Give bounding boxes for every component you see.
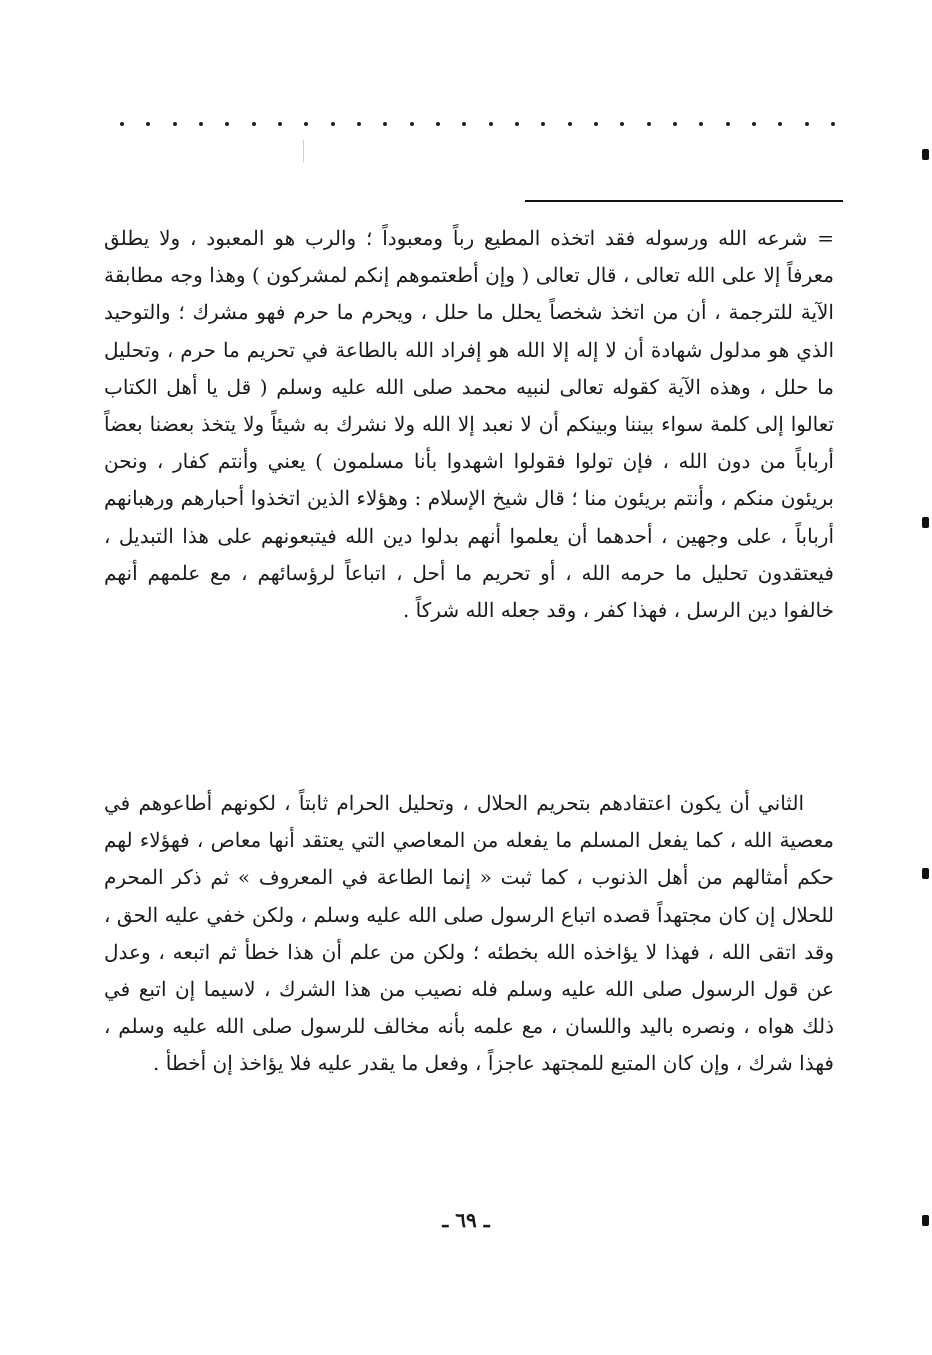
dot <box>304 122 308 126</box>
dot <box>515 122 519 126</box>
dot <box>699 122 703 126</box>
dot <box>541 122 545 126</box>
dot <box>778 122 782 126</box>
footnote-paragraph-continued: = شرعه الله ورسوله فقد اتخذه المطيع رباً ومعبوداً ؛ والرب هو المعبود ، ولا يطلق معرفاً إلا على الله تعالى ، قال تعالى ( وإن أطعتموهم إنكم لمشركون ) وهذا وجه مطابقة الآية للترجمة ، أن من اتخذ شخصاً يحلل ما حلل ، ويحرم ما حرم فهو مشرك ؛ والتوحيد الذي هو مدلول شهادة أن لا إله إلا الله هو إفراد الله بالطاعة في تحريم ما حرم ، وتحليل ما حلل ، وهذه الآية كقوله تعالى لنبيه محمد صلى الله عليه وسلم ( قل يا أهل الكتاب تعالوا إلى كلمة سواء بيننا وبينكم أن لا نعبد إلا الله ولا نشرك به شيئاً ولا يتخذ بعضنا بعضاً أرباباً من دون الله ، فإن تولوا فقولوا اشهدوا بأنا مسلمون ) يعني وأنتم كفار ، ونحن بريئون منكم ، وأنتم بريئون منا ؛ قال شيخ الإسلام : وهؤلاء الذين اتخذوا أحبارهم ورهبانهم أرباباً ، على وجهين ، أحدهما أن يعلموا أنهم بدلوا دين الله فيتبعونهم على هذا التبديل ، فيعتقدون تحليل ما حرمه الله ، أو تحريم ما أحل ، اتباعاً لرؤسائهم ، مع علمهم أنهم خالفوا دين الرسل ، فهذا كفر ، وقد جعله الله شركاً . <box>104 226 834 623</box>
footnote-separator-rule <box>525 200 843 202</box>
dot <box>383 122 387 126</box>
dot <box>489 122 493 126</box>
dot <box>173 122 177 126</box>
dot <box>831 122 835 126</box>
scan-mark <box>303 140 304 162</box>
dot <box>120 122 124 126</box>
dot <box>357 122 361 126</box>
binding-hole-mark <box>922 1215 929 1226</box>
dot <box>726 122 730 126</box>
decorative-dot-row <box>120 118 835 130</box>
footnote-paragraph-second: الثاني أن يكون اعتقادهم بتحريم الحلال ، وتحليل الحرام ثابتاً ، لكونهم أطاعوهم في معصية الله ، كما يفعل المسلم ما يفعله من المعاصي التي يعتقد أنها معاص ، فهؤلاء لهم حكم أمثالهم من أهل الذنوب ، كما ثبت « إنما الطاعة في المعروف » ثم ذكر المحرم للحلال إن كان مجتهداً قصده اتباع الرسول صلى الله عليه وسلم ، ولكن خفي عليه الحق ، وقد اتقى الله ، فهذا لا يؤاخذه الله بخطئه ؛ ولكن من علم أن هذا خطأ ثم اتبعه ، وعدل عن قول الرسول صلى الله عليه وسلم فله نصيب من هذا الشرك ، لاسيما إن اتبع في ذلك هواه ، ونصره باليد واللسان ، مع علمه بأنه مخالف للرسول صلى الله عليه وسلم ، فهذا شرك ، وإن كان المتبع للمجتهد عاجزاً ، وفعل ما يقدر عليه فلا يؤاخذ إن أخطأ . <box>104 791 834 1076</box>
dot <box>673 122 677 126</box>
dot <box>594 122 598 126</box>
dot <box>146 122 150 126</box>
binding-hole-mark <box>922 149 929 160</box>
dot <box>568 122 572 126</box>
page-number: ـ ٦٩ ـ <box>442 1208 490 1232</box>
dot <box>462 122 466 126</box>
dot <box>752 122 756 126</box>
binding-hole-mark <box>922 868 929 879</box>
dot <box>199 122 203 126</box>
dot <box>436 122 440 126</box>
binding-hole-mark <box>922 517 929 528</box>
dot <box>620 122 624 126</box>
dot <box>331 122 335 126</box>
dot <box>225 122 229 126</box>
dot <box>278 122 282 126</box>
dot <box>647 122 651 126</box>
dot <box>805 122 809 126</box>
dot <box>252 122 256 126</box>
dot <box>410 122 414 126</box>
